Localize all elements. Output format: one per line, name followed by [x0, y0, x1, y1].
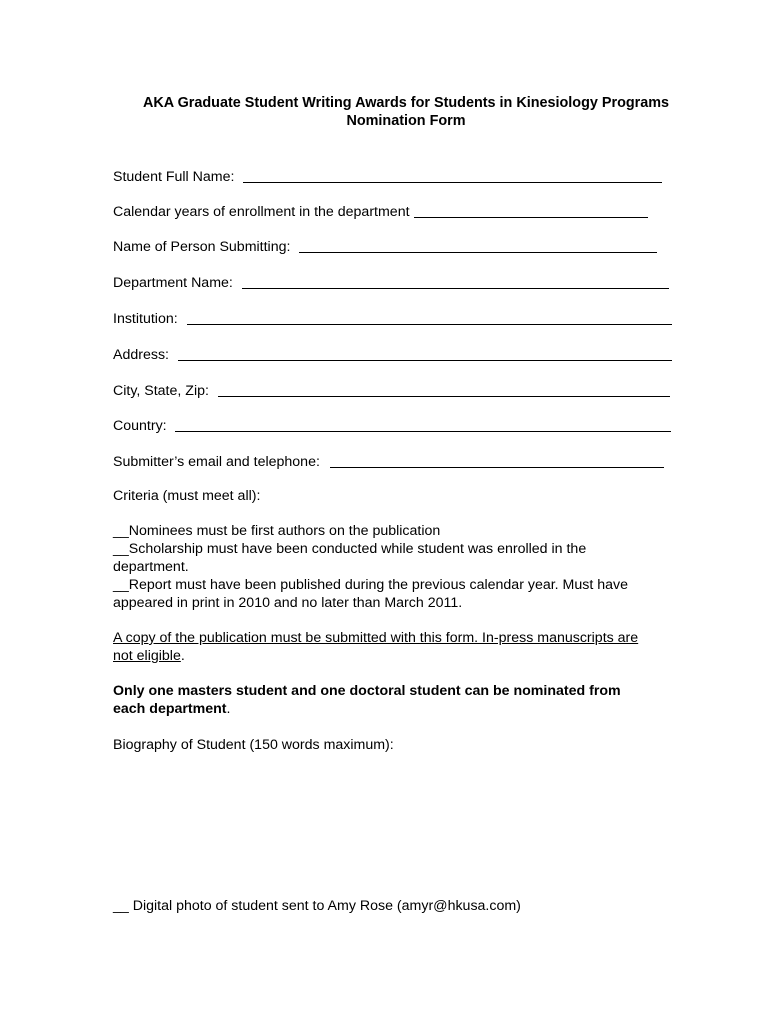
person-submitting-label: Name of Person Submitting: [113, 239, 291, 255]
criteria-item-published-line1: __Report must have been published during the previous calendar year. Must have [113, 577, 629, 593]
calendar-years-field [113, 199, 648, 221]
submitter-contact-label: Submitter’s email and telephone: [113, 454, 320, 470]
criteria-item-first-author: __Nominees must be first authors on the publication [113, 523, 441, 539]
address-label: Address: [113, 347, 169, 363]
student-full-name-line[interactable] [243, 181, 662, 183]
copy-notice-period: . [180, 648, 185, 664]
criteria-item-published-line2: appeared in print in 2010 and no later than March 2011. [113, 595, 463, 611]
calendar-years-line[interactable] [414, 216, 648, 218]
nomination-limit-period: . [226, 701, 231, 717]
criteria-item-enrolled-line1: __Scholarship must have been conducted while student was enrolled in the [113, 541, 587, 557]
department-name-line[interactable] [242, 287, 669, 289]
copy-notice-not-eligible: not eligible [113, 648, 181, 664]
department-name-field [113, 270, 669, 292]
student-full-name-field [113, 164, 662, 186]
address-line[interactable] [178, 359, 672, 361]
nomination-limit-line2 [113, 700, 231, 718]
person-submitting-line[interactable] [299, 251, 657, 253]
country-line[interactable] [175, 430, 671, 432]
city-state-zip-label: City, State, Zip: [113, 383, 209, 399]
institution-line[interactable] [187, 323, 672, 325]
form-title: AKA Graduate Student Writing Awards for Students in Kinesiology Programs [142, 95, 670, 111]
address-field [113, 342, 672, 364]
copy-notice-line1: A copy of the publication must be submitted with this form. In-press manuscripts are [113, 630, 639, 646]
biography-label: Biography of Student (150 words maximum): [113, 737, 394, 753]
criteria-heading: Criteria (must meet all): [113, 488, 261, 504]
criteria-item-enrolled-line2: department. [113, 559, 189, 575]
nomination-limit-line1: Only one masters student and one doctoral student can be nominated from [113, 683, 621, 699]
city-state-zip-line[interactable] [218, 395, 670, 397]
calendar-years-label: Calendar years of enrollment in the department [113, 204, 410, 220]
copy-notice-line2 [113, 647, 185, 665]
institution-label: Institution: [113, 311, 178, 327]
photo-note: __ Digital photo of student sent to Amy Rose (amyr@hkusa.com) [113, 898, 521, 914]
nomination-limit-each-department: each department [113, 701, 227, 717]
form-subtitle: Nomination Form [346, 113, 466, 129]
institution-field [113, 306, 672, 328]
submitter-contact-field [113, 449, 664, 471]
city-state-zip-field [113, 378, 670, 400]
country-label: Country: [113, 418, 167, 434]
person-submitting-field [113, 234, 657, 256]
student-full-name-label: Student Full Name: [113, 169, 235, 185]
department-name-label: Department Name: [113, 275, 233, 291]
country-field [113, 413, 671, 435]
submitter-contact-line[interactable] [330, 466, 664, 468]
